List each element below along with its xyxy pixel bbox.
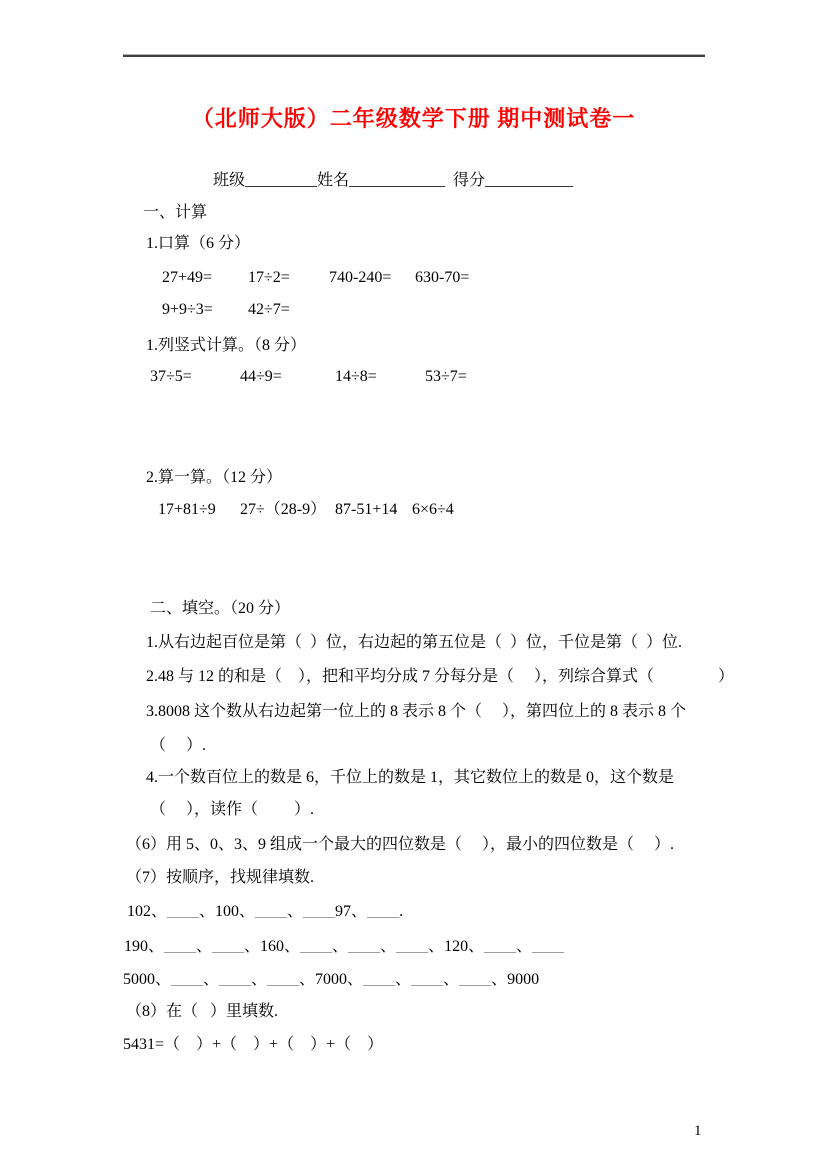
class-blank: _________	[245, 172, 318, 189]
sequence-text: 5000、	[123, 971, 172, 988]
math-expression: 17+81÷9	[158, 501, 216, 518]
sequence-text: 97、	[335, 903, 368, 920]
fill-question-8-expression: 5431=（ ）+（ ）+（ ）+（ ）	[123, 1036, 384, 1053]
sequence-text: 、160、	[244, 938, 301, 955]
sequence-blank: ____	[532, 938, 565, 955]
sequence-blank: ____	[459, 971, 492, 988]
sequence-blank: ____	[348, 938, 381, 955]
sequence-blank: ____	[167, 903, 200, 920]
math-expression: 44÷9=	[240, 368, 282, 385]
math-expression: 87-51+14	[335, 501, 398, 518]
page-number: 1	[694, 1123, 702, 1139]
sequence-blank: ____	[303, 903, 336, 920]
number-sequence-1	[127, 902, 403, 922]
score-blank: ___________	[485, 172, 574, 189]
fill-question-4-line1: 4.一个数百位上的数是 6，千位上的数是 1，其它数位上的数是 0，这个数是	[146, 769, 675, 786]
math-expression: 6×6÷4	[412, 501, 454, 518]
sequence-blank: ____	[363, 971, 396, 988]
sequence-blank: ____	[171, 971, 204, 988]
math-expression: 9+9÷3=	[162, 301, 213, 318]
sequence-text: 102、	[127, 903, 168, 920]
number-sequence-3	[123, 970, 539, 990]
sequence-text: 、	[287, 903, 304, 920]
math-expression: 27+49=	[162, 269, 213, 286]
sequence-text: 、	[395, 971, 412, 988]
math-expression: 53÷7=	[425, 368, 467, 385]
sequence-text: 、	[332, 938, 349, 955]
sequence-blank: ____	[219, 971, 252, 988]
class-label: 班级	[213, 172, 246, 189]
sequence-text: .	[399, 903, 404, 920]
math-expression: 14÷8=	[335, 368, 377, 385]
sequence-blank: ____	[411, 971, 444, 988]
sequence-blank: ____	[255, 903, 288, 920]
fill-question-8: （8）在（ ）里填数.	[126, 1003, 279, 1020]
sequence-text: 190、	[124, 938, 165, 955]
sequence-text: 、	[203, 971, 220, 988]
sequence-blank: ____	[212, 938, 245, 955]
sequence-text: 、	[443, 971, 460, 988]
vertical-calc-label: 1.列竖式计算。（8 分）	[146, 337, 307, 354]
mixed-calc-label: 2.算一算。（12 分）	[146, 469, 283, 486]
sequence-text: 、9000	[491, 971, 540, 988]
sequence-blank: ____	[267, 971, 300, 988]
math-expression: 27÷（28-9）	[240, 501, 327, 518]
number-sequence-2	[124, 937, 564, 957]
sequence-text: 、	[380, 938, 397, 955]
document-title: （北师大版）二年级数学下册 期中测试卷一	[191, 106, 636, 131]
sequence-text: 、120、	[428, 938, 485, 955]
math-expression: 630-70=	[415, 269, 470, 286]
sequence-text: 、	[196, 938, 213, 955]
sequence-blank: ____	[164, 938, 197, 955]
fill-question-3-line1: 3.8008 这个数从右边起第一位上的 8 表示 8 个（ ），第四位上的 8 表示 8 个	[146, 703, 687, 720]
sequence-blank: ____	[367, 903, 400, 920]
name-blank: ____________	[349, 172, 446, 189]
fill-question-3-line2: （ ）.	[150, 737, 207, 754]
fill-question-2: 2.48 与 12 的和是（ ），把和平均分成 7 分每分是（ ），列综合算式（ ）	[146, 668, 735, 685]
fill-question-4-line2: （ ），读作（ ）.	[150, 801, 315, 818]
score-label: 得分	[453, 172, 486, 189]
math-expression: 740-240=	[329, 269, 392, 286]
sequence-text: 、100、	[199, 903, 256, 920]
student-info-line	[213, 171, 573, 191]
math-expression: 42÷7=	[248, 301, 290, 318]
section-calc-heading: 一、计算	[143, 204, 208, 221]
math-expression: 17÷2=	[248, 269, 290, 286]
sequence-text: 、	[516, 938, 533, 955]
sequence-blank: ____	[484, 938, 517, 955]
fill-question-6: （6）用 5、0、3、9 组成一个最大的四位数是（ ），最小的四位数是（ ）.	[126, 836, 675, 853]
header-rule	[123, 55, 705, 57]
sequence-blank: ____	[396, 938, 429, 955]
oral-calc-label: 1.口算（6 分）	[146, 235, 251, 252]
name-label: 姓名	[317, 172, 350, 189]
math-expression: 37÷5=	[150, 368, 192, 385]
sequence-text: 、	[251, 971, 268, 988]
fill-question-1: 1.从右边起百位是第（ ）位，右边起的第五位是（ ）位，千位是第（ ）位.	[146, 634, 683, 651]
sequence-blank: ____	[300, 938, 333, 955]
section-fill-heading: 二、填空。（20 分）	[150, 600, 291, 617]
fill-question-7: （7）按顺序，找规律填数.	[126, 869, 315, 886]
sequence-text: 、7000、	[299, 971, 364, 988]
